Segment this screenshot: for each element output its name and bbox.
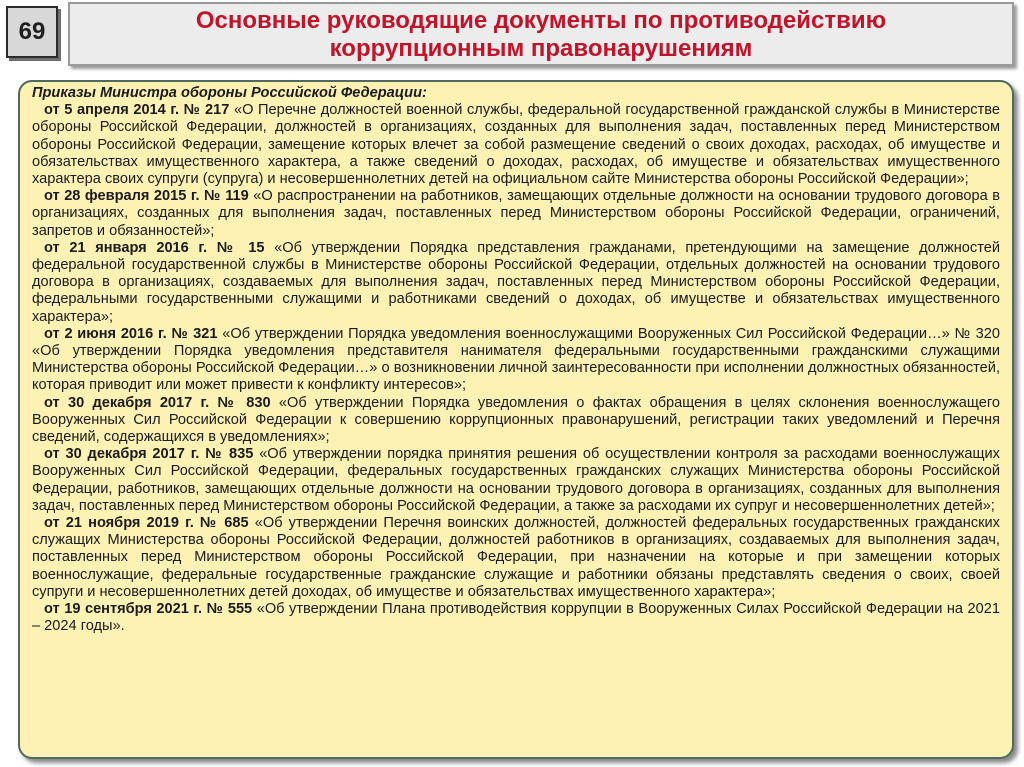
order-item bbox=[32, 395, 1000, 447]
order-text: «Об утверждении порядка принятия решения об осуществлении контроля за расходами военнослужащих Вооруженных Сил Российской Федерации, федеральных государственных гражданских служащих Министерства обороны Российской Федерации, работников, замещающих отдельные должности на основании трудового договора в организациях, созданных для выполнения задач, поставленных перед Министерством обороны Российской Федерации, а также за расходами их супруг и несовершеннолетних детей»; bbox=[32, 446, 1000, 514]
order-text: «О распространении на работников, замещающих отдельные должности на основании трудового договора в организациях, созданных для выполнения задач, поставленных перед Министерством обороны Российской Федерации, ограничений, запретов и обязанностей»; bbox=[32, 188, 1000, 239]
order-number: № 119 bbox=[204, 188, 249, 205]
slide-number: 69 bbox=[6, 6, 58, 58]
order-date: от 19 сентября 2021 г. bbox=[44, 601, 203, 618]
order-date: от 21 января 2016 г. bbox=[44, 239, 208, 256]
order-item bbox=[32, 446, 1000, 515]
order-number: № 15 bbox=[216, 239, 265, 256]
order-item bbox=[32, 102, 1000, 188]
content-panel bbox=[18, 80, 1014, 759]
order-number: № 835 bbox=[205, 446, 254, 463]
order-text: «Об утверждении Порядка представления гражданами, претендующими на замещение должностей федеральной государственной службы в Министерстве обороны Российской Федерации, отдельных должностей на основании трудового договора в организациях, создаваемых для выполнения задач, поставленных перед Министерством обороны Российской Федерации, федеральными государственными служащими и работниками сведений о доходах, об имуществе и обязательствах имущественного характера»; bbox=[32, 239, 1000, 325]
order-date: от 21 ноября 2019 г. bbox=[44, 515, 194, 532]
order-item bbox=[32, 515, 1000, 601]
order-number: № 685 bbox=[199, 515, 249, 532]
order-date: от 28 февраля 2015 г. bbox=[44, 188, 200, 205]
order-date: от 30 декабря 2017 г. bbox=[44, 394, 210, 411]
order-item bbox=[32, 601, 1000, 635]
order-date: от 5 апреля 2014 г. bbox=[44, 102, 180, 119]
order-text: «Об утверждении Плана противодействия коррупции в Вооруженных Силах Российской Федерации на 2021 – 2024 годы». bbox=[32, 601, 1000, 635]
order-text: «Об утверждении Перечня воинских должностей, должностей федеральных государственных гражданских служащих Министерства обороны Российской Федерации, должностей работников в организациях, создаваемых для выполнения задач, поставленных перед Министерством обороны Российской Федерации, при назначении на которые и при замещении которых военнослужащие, федеральные государственные гражданские служащие и работники обязаны представлять сведения о своих, своей супруги и несовершеннолетних детей доходах, об имуществе и обязательствах имущественного характера»; bbox=[32, 515, 1000, 600]
order-date: от 30 декабря 2017 г. bbox=[44, 446, 200, 463]
order-number: № 830 bbox=[217, 394, 271, 411]
order-date: от 2 июня 2016 г. bbox=[44, 325, 167, 342]
order-text: «Об утверждении Порядка уведомления военнослужащими Вооруженных Сил Российской Федерации…» № 320 «Об утверждении Порядка уведомления представителя нанимателя федеральными государственными гражданскими служащими Министерства обороны Российской Федерации…» о возникновении личной заинтересованности при исполнении должностных обязанностей, которая приводит или может привести к конфликту интересов»; bbox=[32, 325, 1000, 394]
order-number: № 217 bbox=[183, 102, 230, 119]
page-title bbox=[68, 2, 1014, 66]
order-item bbox=[32, 240, 1000, 326]
order-text: «О Перечне должностей военной службы, федеральной государственной гражданской службы в Министерстве обороны Российской Федерации, должностей в организациях, созданных для выполнения задач, поставленных перед Министерством обороны Российской Федерации, замещение которых влечет за собой размещение сведений о своих доходах, расходах, об имуществе и обязательствах имущественного характера, а также сведений о доходах, расходах, об имуществе и обязательствах имущественного характера своих супруги (супруга) и несовершеннолетних детей на официальном сайте Министерства обороны Российской Федерации»; bbox=[32, 102, 1000, 188]
order-item bbox=[32, 188, 1000, 240]
order-number: № 555 bbox=[206, 601, 253, 618]
title-line-2: коррупционным правонарушениям bbox=[329, 35, 753, 62]
order-item bbox=[32, 326, 1000, 395]
section-heading: Приказы Министра обороны Российской Федерации: bbox=[32, 85, 427, 101]
order-number: № 321 bbox=[171, 325, 218, 342]
title-line-1: Основные руководящие документы по противодействию bbox=[195, 7, 887, 34]
order-text: «Об утверждении Порядка уведомления о фактах обращения в целях склонения военнослужащего Вооруженных Сил Российской Федерации к совершению коррупционных правонарушений, регистрации таких уведомлений и Перечня сведений, содержащихся в уведомлениях»; bbox=[32, 394, 1000, 446]
